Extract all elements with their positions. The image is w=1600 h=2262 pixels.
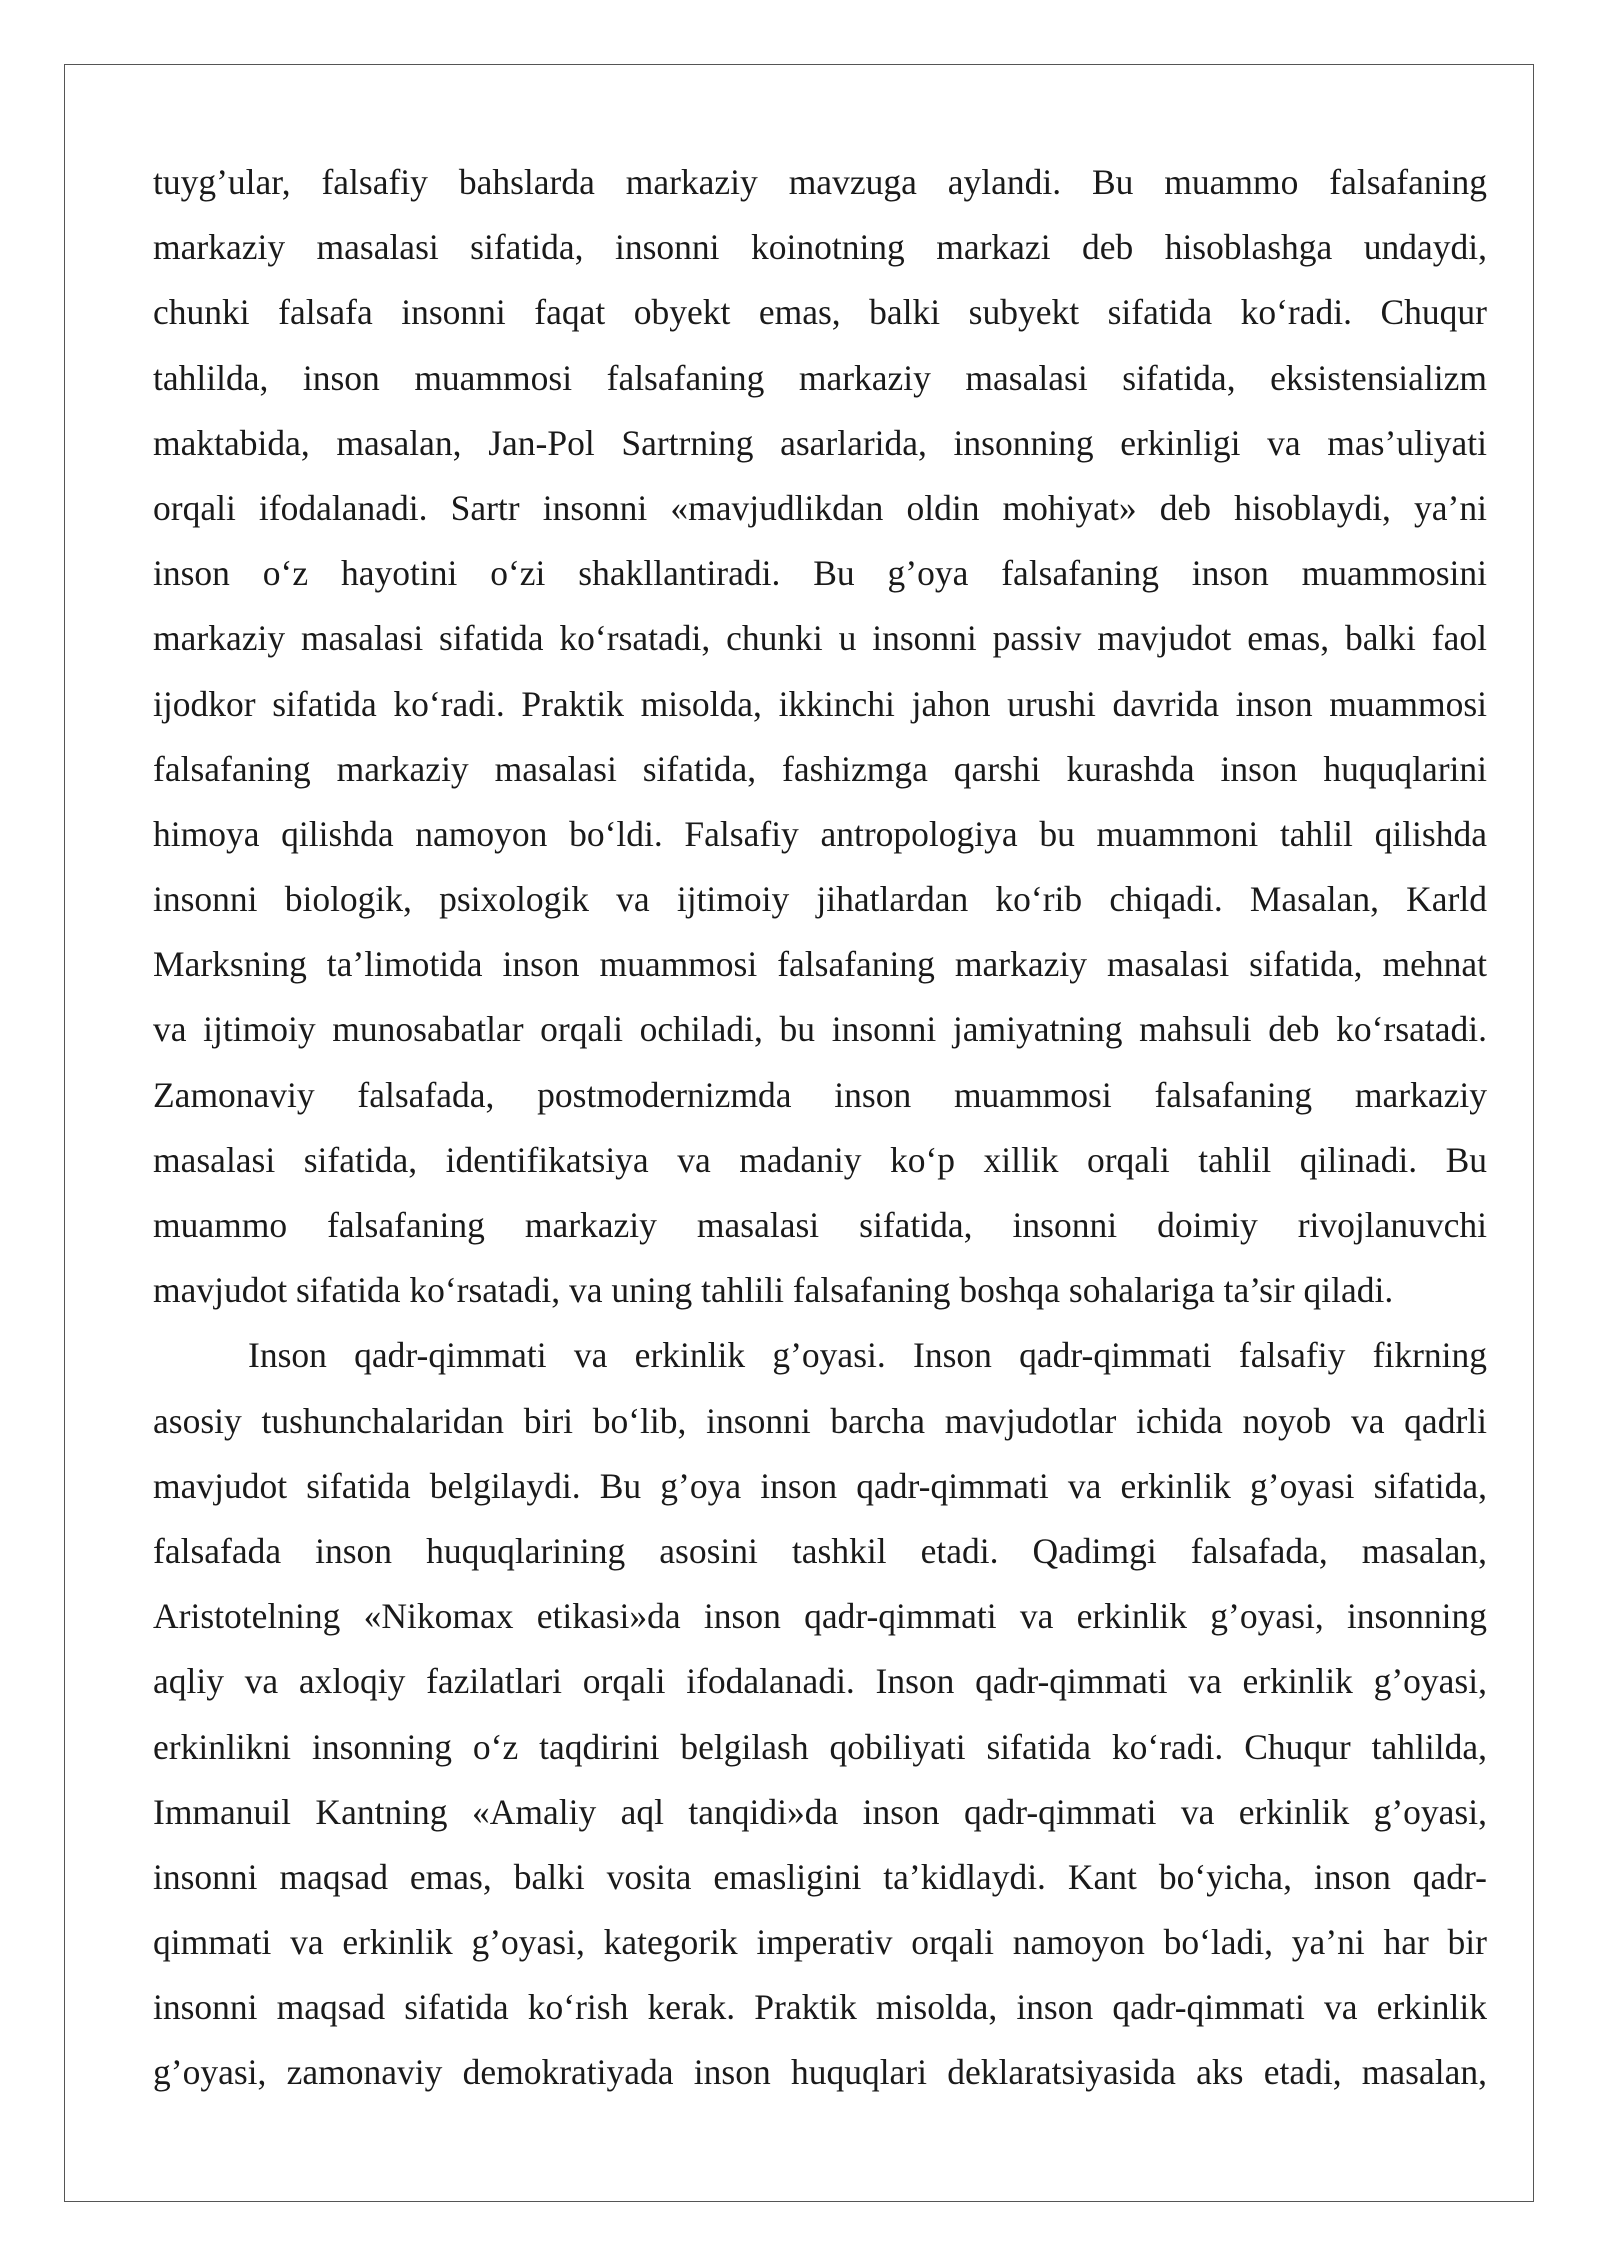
text-line: Aristotelning «Nikomax etikasi»da inson qadr-qimmati va erkinlik g’oyasi, insonning xyxy=(153,1596,1487,1637)
text-line: g’oyasi, zamonaviy demokratiyada inson huquqlari deklaratsiyasida aks etadi, masalan, xyxy=(153,2052,1487,2093)
text-line: falsafaning markaziy masalasi sifatida, fashizmga qarshi kurashda inson huquqlarini xyxy=(153,748,1487,789)
text-line: himoya qilishda namoyon bo‘ldi. Falsafiy antropologiya bu muammoni tahlil qilishda xyxy=(153,813,1487,854)
text-line: muammo falsafaning markaziy masalasi sifatida, insonni doimiy rivojlanuvchi xyxy=(153,1205,1487,1245)
text-line: asosiy tushunchalaridan biri bo‘lib, insonni barcha mavjudotlar ichida noyob va qadrli xyxy=(153,1400,1487,1441)
text-line: Inson qadr-qimmati va erkinlik g’oyasi. Inson qadr-qimmati falsafiy fikrning xyxy=(248,1335,1487,1376)
text-line: chunki falsafa insonni faqat obyekt emas, balki subyekt sifatida ko‘radi. Chuqur xyxy=(153,292,1487,333)
document-body-text xyxy=(153,150,1487,2106)
text-line: markaziy masalasi sifatida ko‘rsatadi, chunki u insonni passiv mavjudot emas, balki faol xyxy=(153,618,1487,659)
text-line: mavjudot sifatida belgilaydi. Bu g’oya inson qadr-qimmati va erkinlik g’oyasi sifatida, xyxy=(153,1465,1487,1506)
text-line: ijodkor sifatida ko‘radi. Praktik misolda, ikkinchi jahon urushi davrida inson muammosi xyxy=(153,683,1487,724)
text-line: insonni maqsad sifatida ko‘rish kerak. Praktik misolda, inson qadr-qimmati va erkinlik xyxy=(153,1987,1487,2028)
text-line: qimmati va erkinlik g’oyasi, kategorik imperativ orqali namoyon bo‘ladi, ya’ni har bir xyxy=(153,1922,1487,1963)
text-line: erkinlikni insonning o‘z taqdirini belgilash qobiliyati sifatida ko‘radi. Chuqur tahlilda, xyxy=(153,1726,1487,1767)
text-line: Marksning ta’limotida inson muammosi falsafaning markaziy masalasi sifatida, mehnat xyxy=(153,944,1487,985)
text-line: markaziy masalasi sifatida, insonni koinotning markazi deb hisoblashga undaydi, xyxy=(153,227,1487,268)
text-line: tahlilda, inson muammosi falsafaning markaziy masalasi sifatida, eksistensializm xyxy=(153,357,1487,398)
text-line: masalasi sifatida, identifikatsiya va madaniy ko‘p xillik orqali tahlil qilinadi. Bu xyxy=(153,1139,1487,1180)
text-line: falsafada inson huquqlarining asosini tashkil etadi. Qadimgi falsafada, masalan, xyxy=(153,1530,1487,1571)
text-line: tuyg’ular, falsafiy bahslarda markaziy mavzuga aylandi. Bu muammo falsafaning xyxy=(153,162,1487,202)
text-line: aqliy va axloqiy fazilatlari orqali ifodalanadi. Inson qadr-qimmati va erkinlik g’oyasi, xyxy=(153,1661,1487,1702)
text-line: insonni maqsad emas, balki vosita emasligini ta’kidlaydi. Kant bo‘yicha, inson qadr- xyxy=(153,1856,1487,1897)
text-line: insonni biologik, psixologik va ijtimoiy jihatlardan ko‘rib chiqadi. Masalan, Karld xyxy=(153,879,1487,920)
text-line: orqali ifodalanadi. Sartr insonni «mavjudlikdan oldin mohiyat» deb hisoblaydi, ya’ni xyxy=(153,487,1487,528)
text-line: inson o‘z hayotini o‘zi shakllantiradi. Bu g’oya falsafaning inson muammosini xyxy=(153,553,1487,594)
text-line: va ijtimoiy munosabatlar orqali ochiladi, bu insonni jamiyatning mahsuli deb ko‘rsatadi. xyxy=(153,1009,1487,1050)
text-line: mavjudot sifatida ko‘rsatadi, va uning tahlili falsafaning boshqa sohalariga ta’sir qiladi. xyxy=(153,1270,1394,1311)
text-line: Zamonaviy falsafada, postmodernizmda inson muammosi falsafaning markaziy xyxy=(153,1074,1487,1115)
text-line: Immanuil Kantning «Amaliy aql tanqidi»da inson qadr-qimmati va erkinlik g’oyasi, xyxy=(153,1791,1487,1832)
text-line: maktabida, masalan, Jan-Pol Sartrning asarlarida, insonning erkinligi va mas’uliyati xyxy=(153,422,1487,463)
